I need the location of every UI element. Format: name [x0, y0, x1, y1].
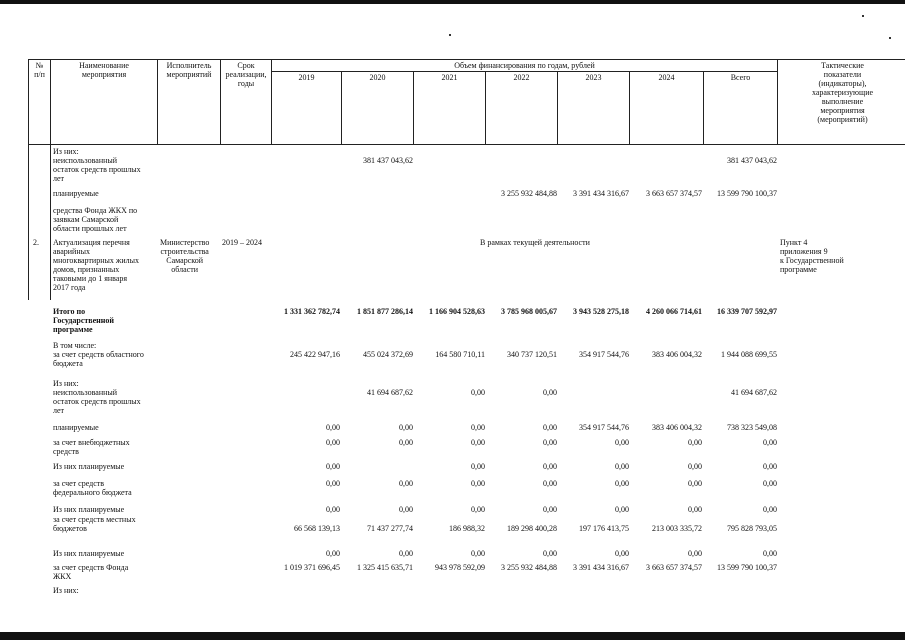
row-label: В том числе: за счет средств областного бюджета	[53, 341, 144, 368]
column-border	[50, 145, 51, 300]
row-value-v2021: 164 580 710,11	[435, 350, 485, 359]
row-value-v2022: 189 298 400,28	[507, 524, 557, 533]
row-value-v2019: 0,00	[326, 438, 340, 447]
row-value-v2024: 383 406 004,32	[652, 350, 702, 359]
row-value-v2024: 4 260 066 714,61	[646, 307, 702, 316]
row-value-v2024: 0,00	[688, 549, 702, 558]
row-value-total: 0,00	[763, 462, 777, 471]
row-value-total: 795 828 793,05	[727, 524, 777, 533]
header-year: 2019	[272, 72, 342, 145]
row-label: Из них:	[53, 586, 79, 595]
row-value-v2022: 0,00	[543, 388, 557, 397]
header-year: 2021	[414, 72, 486, 145]
row-value-v2020: 0,00	[399, 438, 413, 447]
row-label: за счет средств местных бюджетов	[53, 515, 136, 533]
row-value-v2019: 0,00	[326, 423, 340, 432]
row-value-total: 738 323 549,08	[727, 423, 777, 432]
row-value-v2019: 0,00	[326, 462, 340, 471]
row-value-v2021: 186 988,32	[449, 524, 485, 533]
row-value-v2023: 3 391 434 316,67	[573, 563, 629, 572]
row-value-v2023: 354 917 544,76	[579, 350, 629, 359]
row-value-total: 41 694 687,62	[731, 388, 777, 397]
row-value-v2023: 3 943 528 275,18	[573, 307, 629, 316]
row-value-v2023: 0,00	[615, 462, 629, 471]
header-year: 2024	[630, 72, 704, 145]
row-value-v2021: 0,00	[471, 549, 485, 558]
row-value-v2021: 0,00	[471, 505, 485, 514]
row-label: за счет средств Фонда ЖКХ	[53, 563, 129, 581]
row-value-v2019: 66 568 139,13	[294, 524, 340, 533]
row-value-total: 13 599 790 100,37	[717, 563, 777, 572]
header-indicators: Тактические показатели (индикаторы), характеризующие выполнение мероприятия (мероприятий)	[778, 60, 905, 145]
row-value-v2019: 0,00	[326, 505, 340, 514]
row-label: планируемые	[53, 189, 99, 198]
row-label: Из них планируемые	[53, 505, 125, 514]
scan-speck	[862, 15, 864, 17]
row-value-v2022: 0,00	[543, 549, 557, 558]
row-value-v2019: 0,00	[326, 479, 340, 488]
row-value-v2022: 0,00	[543, 479, 557, 488]
header-year: 2022	[486, 72, 558, 145]
row-label: Из них: неиспользованный остаток средств прошлых лет	[53, 147, 141, 183]
row-value-total: 13 599 790 100,37	[717, 189, 777, 198]
row-value-v2022: 0,00	[543, 505, 557, 514]
row-value-v2022: 0,00	[543, 462, 557, 471]
row-label: планируемые	[53, 423, 99, 432]
row-value-v2022: 0,00	[543, 423, 557, 432]
header-funding: Объем финансирования по годам, рублей	[272, 60, 778, 72]
row-value-v2023: 197 176 413,75	[579, 524, 629, 533]
row-label: Из них планируемые	[53, 549, 125, 558]
row-value-v2020: 1 851 877 286,14	[357, 307, 413, 316]
row-number: 2.	[33, 238, 39, 247]
row-value-v2020: 0,00	[399, 479, 413, 488]
row-value-v2023: 3 391 434 316,67	[573, 189, 629, 198]
row-value-v2020: 0,00	[399, 505, 413, 514]
row-value-v2021: 1 166 904 528,63	[429, 307, 485, 316]
row-value-v2020: 71 437 277,74	[367, 524, 413, 533]
row-value-total: 0,00	[763, 479, 777, 488]
row-value-total: 1 944 088 699,55	[721, 350, 777, 359]
header-name: Наименование мероприятия	[51, 60, 158, 145]
scan-top-border	[0, 0, 905, 4]
row-value-v2020: 0,00	[399, 423, 413, 432]
header-executor: Исполнитель мероприятий	[158, 60, 221, 145]
row-value-v2021: 0,00	[471, 479, 485, 488]
row-value-v2023: 0,00	[615, 505, 629, 514]
header-year: 2023	[558, 72, 630, 145]
row-value-v2020: 455 024 372,69	[363, 350, 413, 359]
row-value-v2024: 0,00	[688, 438, 702, 447]
row-label: Актуализация перечня аварийных многоквартирных жилых домов, признанных таковыми до 1 января 2017 года	[53, 238, 140, 292]
row-indicator: Пункт 4 приложения 9 к Государственной программе	[780, 238, 844, 274]
row-value-v2024: 0,00	[688, 505, 702, 514]
row-value-v2021: 943 978 592,09	[435, 563, 485, 572]
row-label: за счет средств федерального бюджета	[53, 479, 132, 497]
row-value-v2024: 213 003 335,72	[652, 524, 702, 533]
row-value-v2019: 0,00	[326, 549, 340, 558]
header-year-total: Всего	[704, 72, 778, 145]
row-label: Итого по Государственной программе	[53, 307, 115, 334]
row-value-total: 0,00	[763, 549, 777, 558]
row-value-v2024: 3 663 657 374,57	[646, 563, 702, 572]
row-value-v2020: 41 694 687,62	[367, 388, 413, 397]
row-label: за счет внебюджетных средств	[53, 438, 130, 456]
row-note: В рамках текущей деятельности	[480, 238, 590, 247]
scan-bottom-border	[0, 632, 905, 640]
row-value-v2023: 0,00	[615, 549, 629, 558]
row-value-total: 381 437 043,62	[727, 156, 777, 165]
row-value-v2019: 245 422 947,16	[290, 350, 340, 359]
row-value-v2021: 0,00	[471, 423, 485, 432]
row-value-v2021: 0,00	[471, 388, 485, 397]
header-term: Срок реализации, годы	[221, 60, 272, 145]
row-value-v2022: 3 255 932 484,88	[501, 563, 557, 572]
row-value-v2022: 340 737 120,51	[507, 350, 557, 359]
row-executor: Министерство строительства Самарской области	[160, 238, 210, 274]
row-value-total: 16 339 707 592,97	[717, 307, 777, 316]
row-value-v2023: 0,00	[615, 479, 629, 488]
row-value-v2024: 0,00	[688, 462, 702, 471]
row-value-v2021: 0,00	[471, 438, 485, 447]
header-no: № п/п	[29, 60, 51, 145]
row-value-v2023: 0,00	[615, 438, 629, 447]
row-value-v2024: 383 406 004,32	[652, 423, 702, 432]
row-label: Из них планируемые	[53, 462, 125, 471]
row-value-v2021: 0,00	[471, 462, 485, 471]
row-value-v2022: 3 785 968 005,67	[501, 307, 557, 316]
scan-speck	[889, 37, 891, 39]
row-term: 2019 – 2024	[222, 238, 262, 247]
row-value-total: 0,00	[763, 505, 777, 514]
column-border	[28, 145, 29, 300]
row-value-v2020: 381 437 043,62	[363, 156, 413, 165]
row-value-v2022: 0,00	[543, 438, 557, 447]
header-year: 2020	[342, 72, 414, 145]
row-label: средства Фонда ЖКХ по заявкам Самарской области прошлых лет	[53, 206, 138, 233]
row-value-total: 0,00	[763, 438, 777, 447]
row-value-v2024: 0,00	[688, 479, 702, 488]
row-value-v2023: 354 917 544,76	[579, 423, 629, 432]
row-value-v2020: 0,00	[399, 549, 413, 558]
row-value-v2020: 1 325 415 635,71	[357, 563, 413, 572]
row-value-v2019: 1 331 362 782,74	[284, 307, 340, 316]
row-value-v2024: 3 663 657 374,57	[646, 189, 702, 198]
row-value-v2022: 3 255 932 484,88	[501, 189, 557, 198]
row-value-v2019: 1 019 371 696,45	[284, 563, 340, 572]
table-header	[28, 59, 905, 145]
scan-speck	[449, 34, 451, 36]
row-label: Из них: неиспользованный остаток средств прошлых лет	[53, 379, 141, 415]
